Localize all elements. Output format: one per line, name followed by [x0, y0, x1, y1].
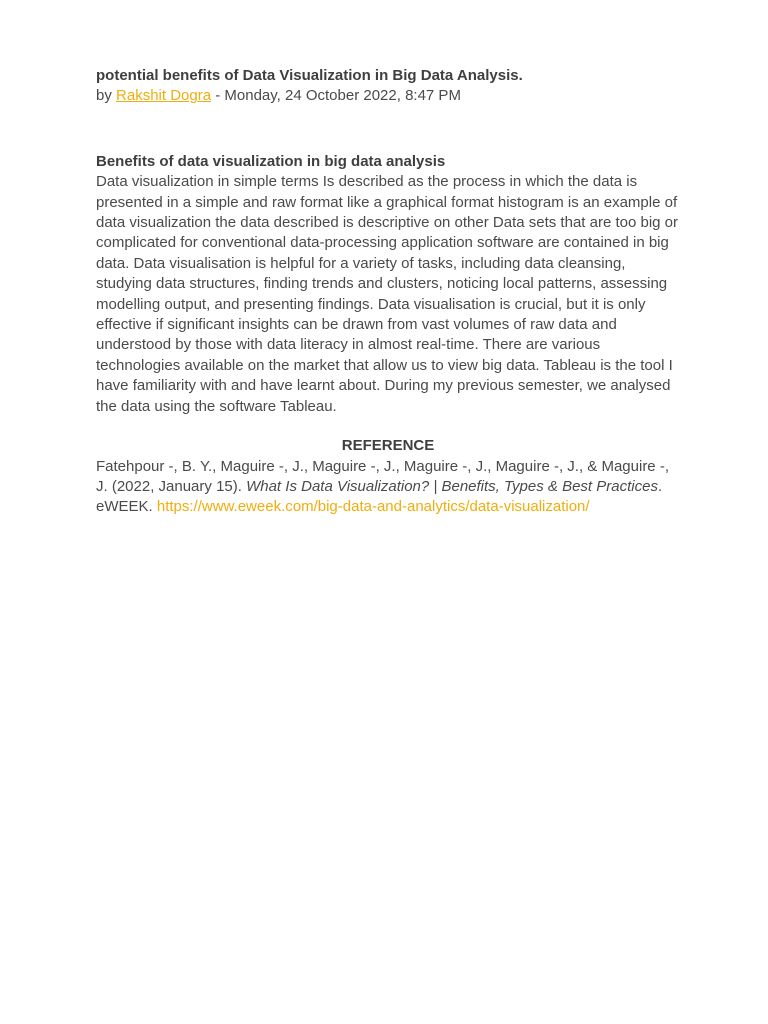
- post-body: [96, 152, 680, 518]
- post-date: Monday, 24 October 2022, 8:47 PM: [224, 87, 461, 105]
- byline-separator: -: [211, 87, 225, 105]
- reference-citation: [96, 457, 680, 518]
- body-paragraph: Data visualization in simple terms Is described as the process in which the data is presented in a simple and raw format like a graphical format histogram is an example of data visualization the data described is descriptive on other Data sets that are too big or complicated for conventional data-processing application software are contained in big data. Data visualisation is helpful for a variety of tasks, including data cleansing, studying data structures, finding trends and clusters, noticing local patterns, assessing modelling output, and presenting findings. Data visualisation is crucial, but it is only effective if significant insights can be drawn from vast volumes of raw data and understood by those with data literacy in almost real-time. There are various technologies available on the market that allow us to view big data. Tableau is the tool I have familiarity with and have learnt about. During my previous semester, we analysed the data using the software Tableau.: [96, 173, 679, 415]
- citation-authors: Fatehpour -, B. Y., Maguire -, J., Maguire -, J., Maguire -, J., Maguire -, J., & Maguire -, J. (2022, January 15).: [96, 457, 669, 495]
- section-heading: Benefits of data visualization in big data analysis: [96, 152, 446, 170]
- forum-post: [96, 66, 680, 518]
- citation-publisher: . eWEEK.: [96, 477, 663, 516]
- post-title: potential benefits of Data Visualization in Big Data Analysis.: [96, 67, 523, 84]
- byline-prefix: by: [96, 87, 117, 105]
- post-byline: [96, 86, 680, 106]
- citation-title: What Is Data Visualization? | Benefits, Types & Best Practices: [246, 477, 658, 495]
- reference-url-link[interactable]: https://www.eweek.com/big-data-and-analytics/data-visualization/: [156, 498, 590, 516]
- author-link[interactable]: Rakshit Dogra: [116, 87, 212, 105]
- reference-heading: REFERENCE: [341, 437, 435, 455]
